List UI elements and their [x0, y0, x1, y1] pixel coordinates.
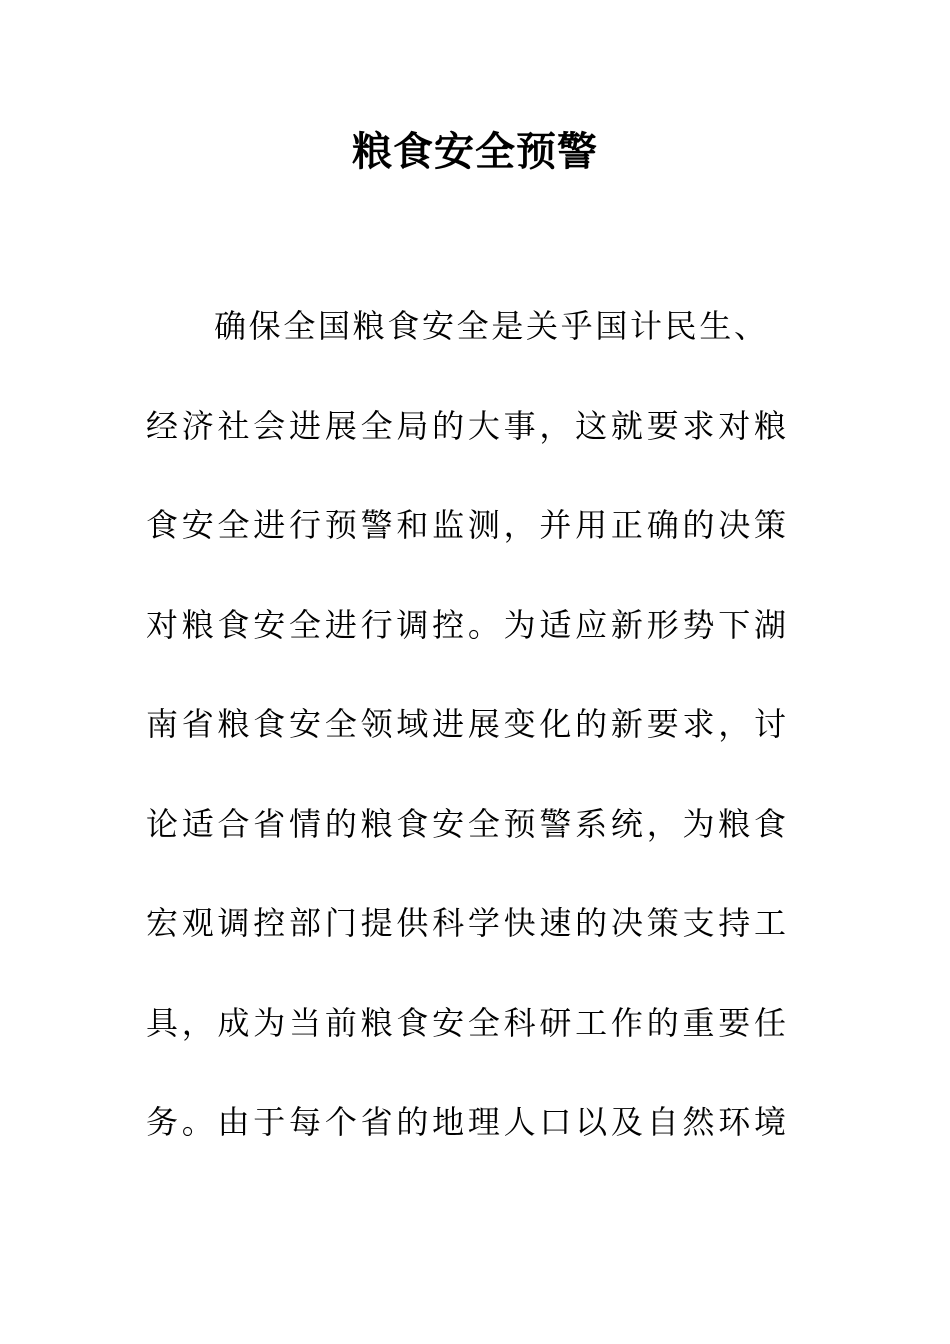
- paragraph-line: 经济社会进展全局的大事，这就要求对粮: [146, 407, 786, 445]
- paragraph-line: 南省粮食安全领域进展变化的新要求，讨: [146, 705, 786, 743]
- document-title: 粮食安全预警: [352, 128, 598, 175]
- paragraph-line: 对粮食安全进行调控。为适应新形势下湖: [146, 606, 786, 644]
- paragraph-line: 具，成为当前粮食安全科研工作的重要任: [146, 1004, 786, 1042]
- paragraph-line: 务。由于每个省的地理人口以及自然环境: [146, 1103, 786, 1141]
- paragraph-line: 论适合省情的粮食安全预警系统，为粮食: [146, 805, 786, 843]
- paragraph-line: 宏观调控部门提供科学快速的决策支持工: [146, 904, 786, 942]
- paragraph-line: 食安全进行预警和监测，并用正确的决策: [146, 506, 786, 544]
- paragraph-line: 确保全国粮食安全是关乎国计民生、: [214, 307, 766, 345]
